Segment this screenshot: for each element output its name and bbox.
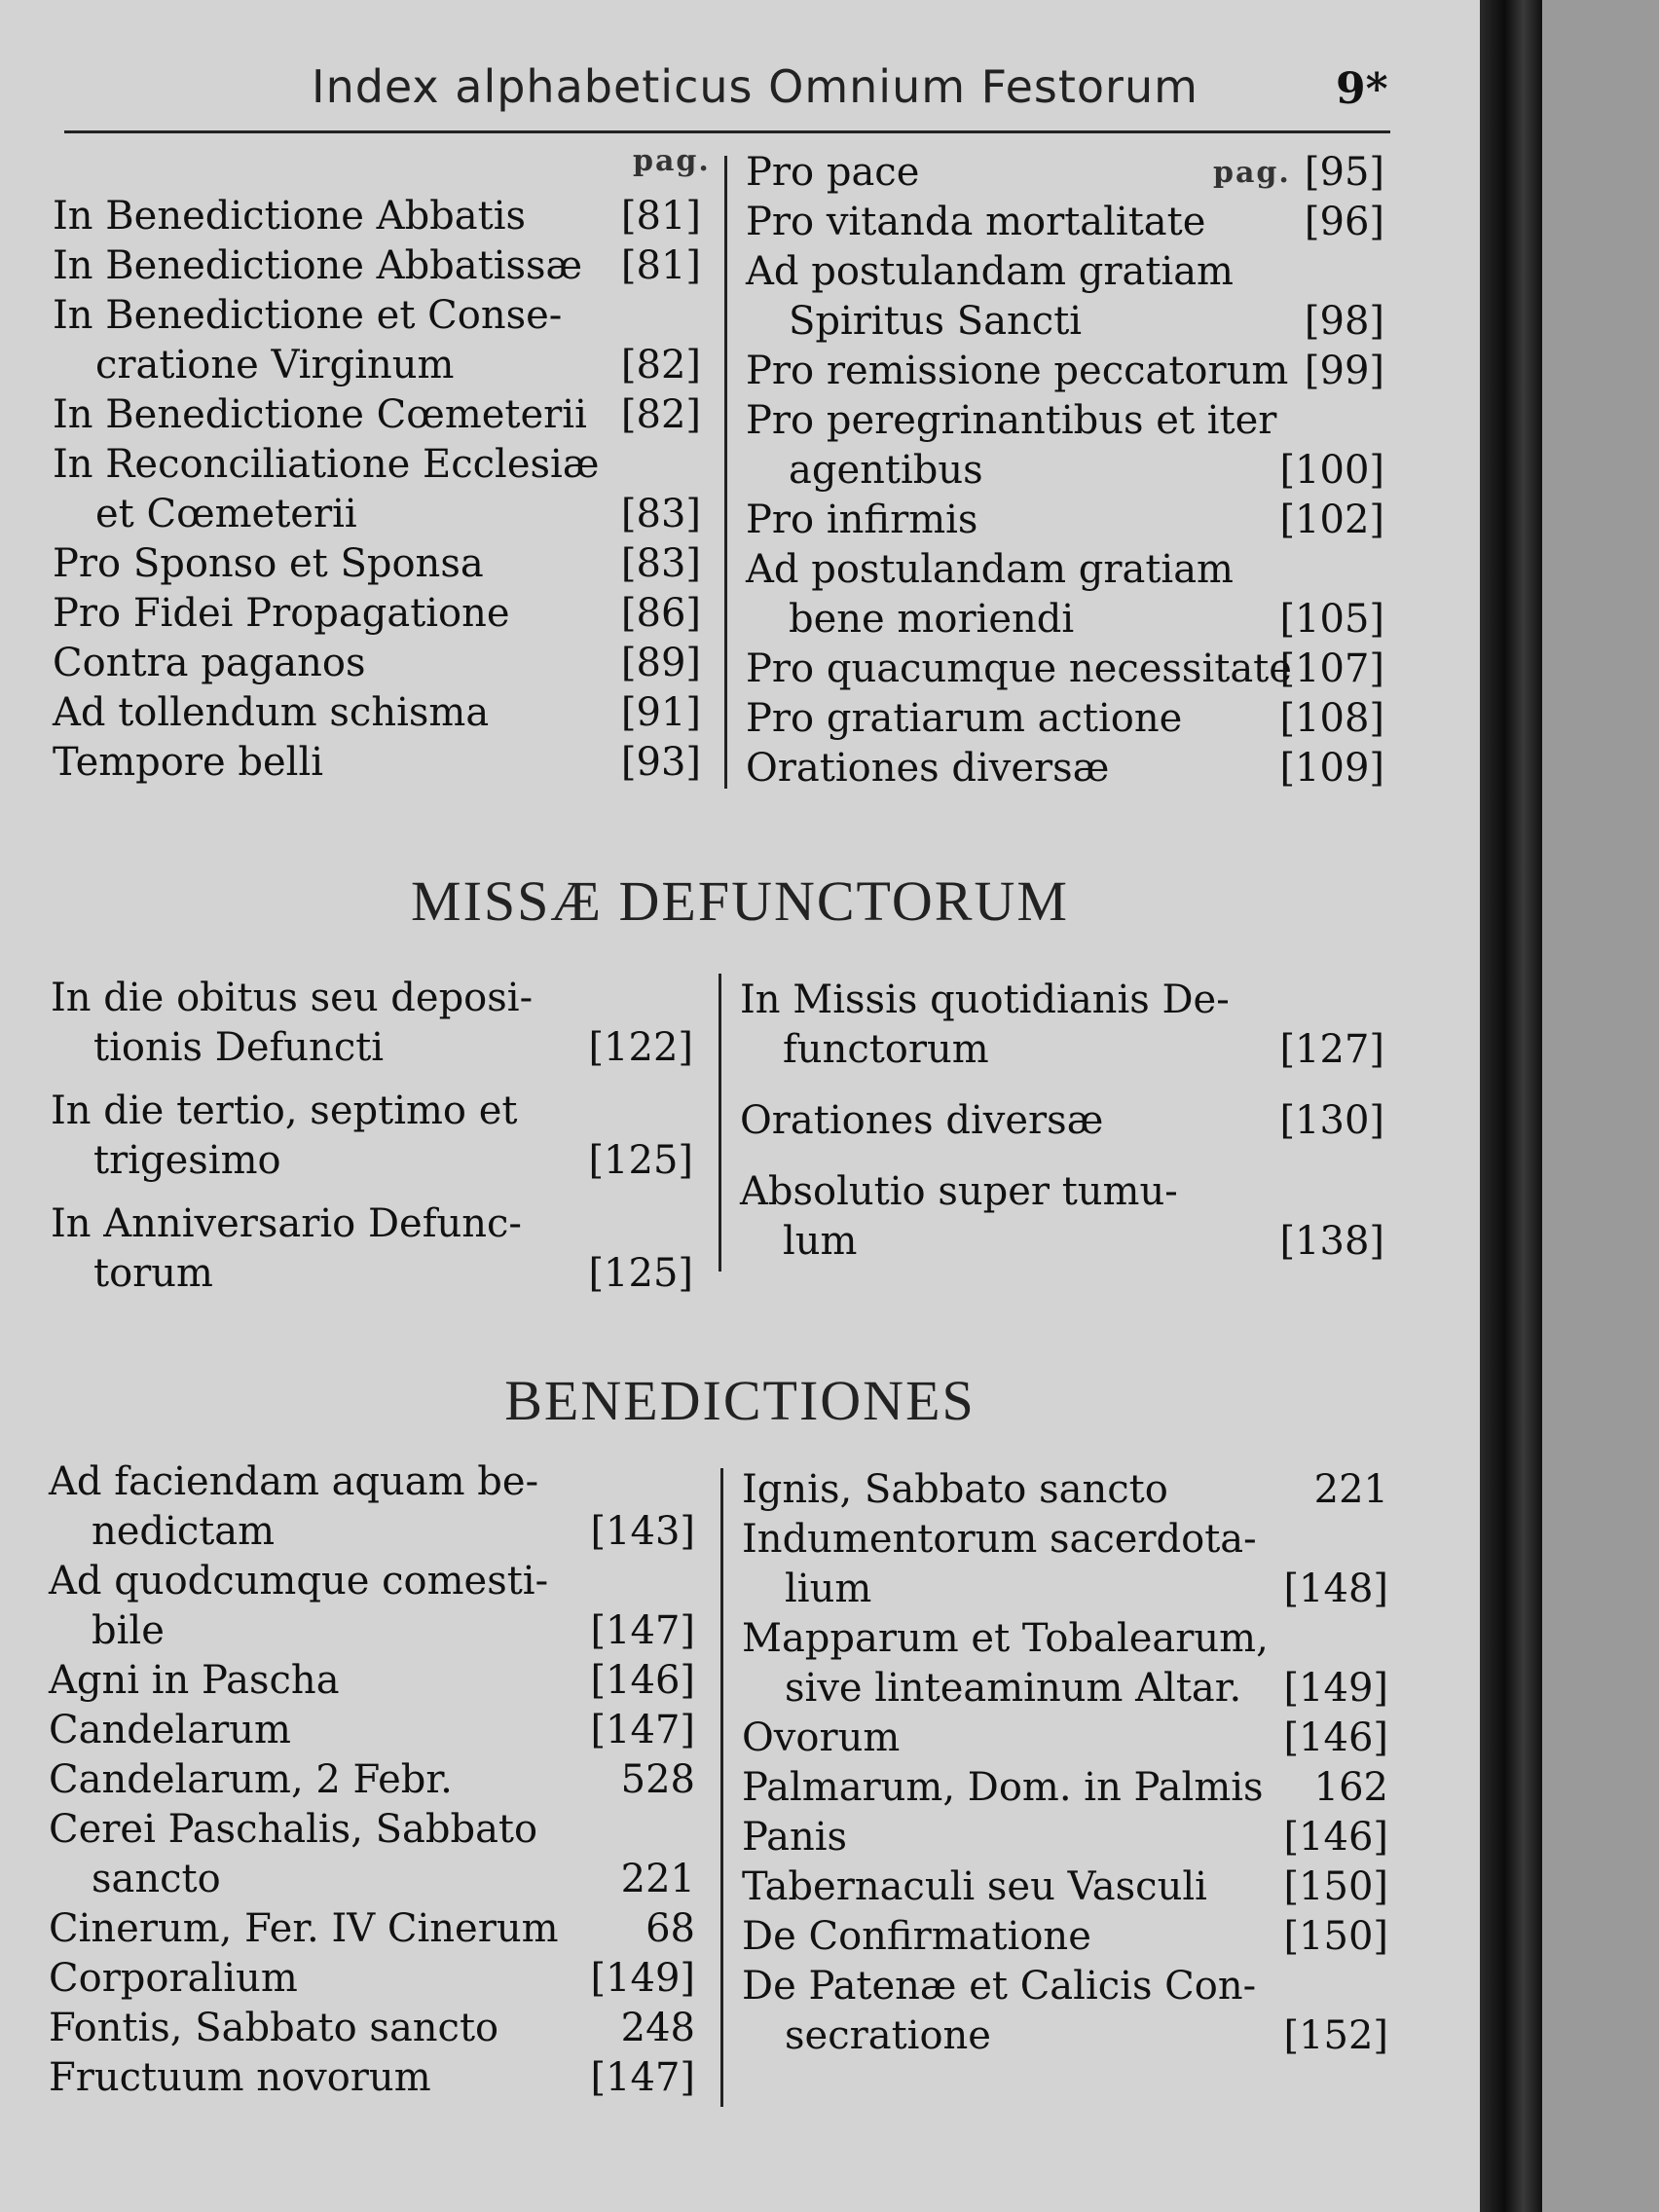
entry-page-ref: [102] (1279, 498, 1384, 542)
index-entry (53, 589, 701, 639)
index-entry (746, 198, 1384, 247)
entry-text-line: sive linteaminum Altar. (785, 1666, 1242, 1711)
entry-page-ref: [82] (620, 343, 701, 387)
index-entry (53, 688, 701, 738)
entry-text-line: Ad faciendam aquam be- (49, 1459, 539, 1504)
entry-text-line: In Benedictione et Conse- (53, 293, 563, 338)
entry-page-ref: 221 (620, 1857, 695, 1901)
entry-page-ref: [146] (1283, 1815, 1388, 1860)
entry-text-line: Pro quacumque necessitate (746, 646, 1292, 691)
entry-text-line: Pro remissione peccatorum (746, 349, 1289, 393)
entry-text-line: Ad postulandam gratiam (746, 249, 1234, 294)
index-entry (53, 390, 701, 440)
entry-page-ref: [125] (588, 1138, 693, 1183)
entry-text-line: Indumentorum sacerdota- (742, 1517, 1257, 1562)
section2-right-column (740, 976, 1384, 1267)
entry-text-line: Pro pace (746, 150, 920, 195)
index-entry (49, 1457, 695, 1557)
section3-right-column (742, 1465, 1388, 2061)
entry-text-line: In Benedictione Abbatis (53, 194, 527, 239)
entry-page-ref: [83] (620, 492, 701, 536)
entry-text-line: Tempore belli (53, 740, 324, 785)
entry-page-ref: [143] (590, 1509, 695, 1554)
entry-text-line: In Missis quotidianis De- (740, 977, 1230, 1022)
index-entry (742, 1515, 1388, 1614)
entry-text-line: Contra paganos (53, 641, 366, 685)
entry-text-line: functorum (783, 1027, 989, 1072)
entry-page-ref: [147] (590, 1608, 695, 1653)
entry-page-ref: [122] (588, 1025, 693, 1070)
entry-page-ref: [107] (1279, 646, 1384, 691)
index-entry (746, 744, 1384, 793)
entry-page-ref: [81] (620, 243, 701, 288)
entry-text-line: Absolutio super tumu- (740, 1169, 1178, 1214)
entry-page-ref: 248 (620, 2006, 695, 2050)
entry-text-line: Panis (742, 1815, 848, 1860)
index-entry (49, 2053, 695, 2103)
index-entry (746, 545, 1384, 645)
section1-left-column (53, 192, 701, 788)
entry-text-line: In Benedictione Cœmeterii (53, 392, 587, 437)
entry-page-ref: [150] (1283, 1864, 1388, 1909)
entry-page-ref: 221 (1313, 1467, 1388, 1512)
section2-left-column (51, 974, 693, 1299)
index-entry (746, 396, 1384, 496)
entry-page-ref: [99] (1304, 349, 1384, 393)
entry-page-ref: [89] (620, 641, 701, 685)
entry-page-ref: [149] (1283, 1666, 1388, 1711)
entry-page-ref: [91] (620, 690, 701, 735)
index-entry (742, 1862, 1388, 1912)
index-entry (742, 1465, 1388, 1515)
index-entry (53, 291, 701, 390)
entry-page-ref: [95] (1304, 150, 1384, 195)
index-entry (746, 694, 1384, 744)
entry-text-line: Fructuum novorum (49, 2055, 431, 2100)
entry-text-line: Pro peregrinantibus et iter (746, 398, 1277, 443)
entry-text-line: In Reconciliatione Ecclesiæ (53, 442, 600, 487)
entry-text-line: In Benedictione Abbatissæ (53, 243, 583, 288)
entry-text-line: Pro infirmis (746, 498, 978, 542)
entry-text-line: Mapparum et Tobalearum, (742, 1616, 1269, 1661)
index-entry (49, 1706, 695, 1755)
entry-text-line: Candelarum (49, 1708, 291, 1752)
entry-text-line: tionis Defuncti (93, 1025, 385, 1070)
index-entry (49, 1954, 695, 2004)
index-entry (49, 1904, 695, 1954)
index-entry (51, 1199, 693, 1299)
index-entry (49, 1656, 695, 1706)
entry-page-ref: [138] (1279, 1219, 1384, 1264)
index-entry (746, 247, 1384, 347)
entry-page-ref: [109] (1279, 746, 1384, 791)
entry-text-line: Ovorum (742, 1715, 901, 1760)
entry-text-line: lium (785, 1567, 872, 1611)
entry-text-line: Pro Fidei Propagatione (53, 591, 510, 636)
section-title-missae-defunctorum: MISSÆ DEFUNCTORUM (411, 869, 1069, 933)
entry-text-line: torum (93, 1251, 213, 1296)
entry-page-ref: [125] (588, 1251, 693, 1296)
entry-page-ref: [152] (1283, 2013, 1388, 2058)
entry-text-line: secratione (785, 2013, 991, 2058)
entry-text-line: Pro gratiarum actione (746, 696, 1183, 741)
column-divider-3 (720, 1468, 723, 2107)
pag-label-left: pag. (633, 144, 711, 178)
entry-text-line: cratione Virginum (95, 343, 455, 387)
book-binding (1480, 0, 1542, 2212)
entry-page-ref: [148] (1283, 1567, 1388, 1611)
entry-text-line: Corporalium (49, 1956, 298, 2001)
entry-text-line: Ad quodcumque comesti- (49, 1559, 549, 1604)
index-entry (53, 539, 701, 589)
entry-text-line: Orationes diversæ (746, 746, 1110, 791)
entry-text-line: et Cœmeterii (95, 492, 357, 536)
entry-text-line: Ad tollendum schisma (53, 690, 490, 735)
entry-text-line: Pro vitanda mortalitate (746, 200, 1206, 244)
entry-page-ref: [146] (1283, 1715, 1388, 1760)
entry-page-ref: [93] (620, 740, 701, 785)
index-entry (51, 1087, 693, 1186)
entry-text-line: nedictam (92, 1509, 276, 1554)
entry-text-line: Cinerum, Fer. IV Cinerum (49, 1906, 559, 1951)
page-number: 9* (1336, 64, 1388, 114)
entry-text-line: Candelarum, 2 Febr. (49, 1757, 453, 1802)
entry-text-line: Pro Sponso et Sponsa (53, 541, 484, 586)
entry-text-line: Orationes diversæ (740, 1098, 1104, 1143)
entry-text-line: Palmarum, Dom. in Palmis (742, 1765, 1264, 1810)
index-entry (53, 192, 701, 241)
running-header-title: Index alphabeticus Omnium Festorum (312, 60, 1198, 113)
index-entry (742, 1813, 1388, 1862)
entry-page-ref: [100] (1279, 448, 1384, 493)
entry-page-ref: [81] (620, 194, 701, 239)
entry-text-line: Agni in Pascha (49, 1658, 340, 1703)
index-entry (49, 2004, 695, 2053)
entry-page-ref: 68 (645, 1906, 695, 1951)
entry-text-line: In die obitus seu deposi- (51, 976, 534, 1020)
index-entry (742, 1614, 1388, 1714)
section3-left-column (49, 1457, 695, 2103)
entry-text-line: Tabernaculi seu Vasculi (742, 1864, 1207, 1909)
index-entry (740, 1167, 1384, 1267)
index-entry (53, 738, 701, 788)
entry-page-ref: [146] (590, 1658, 695, 1703)
entry-page-ref: [83] (620, 541, 701, 586)
entry-page-ref: 528 (620, 1757, 695, 1802)
index-entry (742, 1763, 1388, 1813)
index-entry (746, 645, 1384, 694)
entry-text-line: bile (92, 1608, 165, 1653)
entry-text-line: Spiritus Sancti (789, 299, 1083, 344)
pag-label-right: pag. (1213, 156, 1291, 190)
index-entry (53, 639, 701, 688)
entry-page-ref: [149] (590, 1956, 695, 2001)
index-entry (53, 241, 701, 291)
entry-page-ref: [86] (620, 591, 701, 636)
index-entry (746, 496, 1384, 545)
index-entry (746, 347, 1384, 396)
index-entry (740, 1096, 1384, 1146)
index-entry (49, 1755, 695, 1805)
section1-right-column (746, 148, 1384, 793)
index-entry (742, 1912, 1388, 1962)
entry-text-line: bene moriendi (789, 597, 1075, 642)
column-divider-1 (724, 156, 727, 789)
entry-text-line: lum (783, 1219, 858, 1264)
header-rule (64, 130, 1390, 133)
section-title-benedictiones: BENEDICTIONES (504, 1369, 976, 1432)
entry-page-ref: [108] (1279, 696, 1384, 741)
entry-text-line: Ad postulandam gratiam (746, 547, 1234, 592)
entry-page-ref: [98] (1304, 299, 1384, 344)
entry-page-ref: [150] (1283, 1914, 1388, 1959)
entry-text-line: De Patenæ et Calicis Con- (742, 1964, 1257, 2009)
entry-page-ref: [127] (1279, 1027, 1384, 1072)
entry-page-ref: [96] (1304, 200, 1384, 244)
entry-text-line: sancto (92, 1857, 221, 1901)
entry-page-ref: [147] (590, 1708, 695, 1752)
index-entry (49, 1805, 695, 1904)
column-divider-2 (719, 974, 721, 1272)
entry-text-line: In die tertio, septimo et (51, 1088, 518, 1133)
index-entry (51, 974, 693, 1073)
entry-text-line: Fontis, Sabbato sancto (49, 2006, 499, 2050)
entry-text-line: Ignis, Sabbato sancto (742, 1467, 1168, 1512)
entry-page-ref: [82] (620, 392, 701, 437)
index-entry (53, 440, 701, 539)
entry-text-line: trigesimo (93, 1138, 281, 1183)
book-cover-edge (1542, 0, 1659, 2212)
entry-page-ref: [105] (1279, 597, 1384, 642)
entry-page-ref: 162 (1313, 1765, 1388, 1810)
entry-page-ref: [147] (590, 2055, 695, 2100)
index-entry (742, 1714, 1388, 1763)
index-entry (740, 976, 1384, 1075)
entry-page-ref: [130] (1279, 1098, 1384, 1143)
entry-text-line: agentibus (789, 448, 983, 493)
index-entry (746, 148, 1384, 198)
index-entry (742, 1962, 1388, 2061)
entry-text-line: In Anniversario Defunc- (51, 1201, 522, 1246)
index-entry (49, 1557, 695, 1656)
entry-text-line: De Confirmatione (742, 1914, 1091, 1959)
entry-text-line: Cerei Paschalis, Sabbato (49, 1807, 538, 1852)
